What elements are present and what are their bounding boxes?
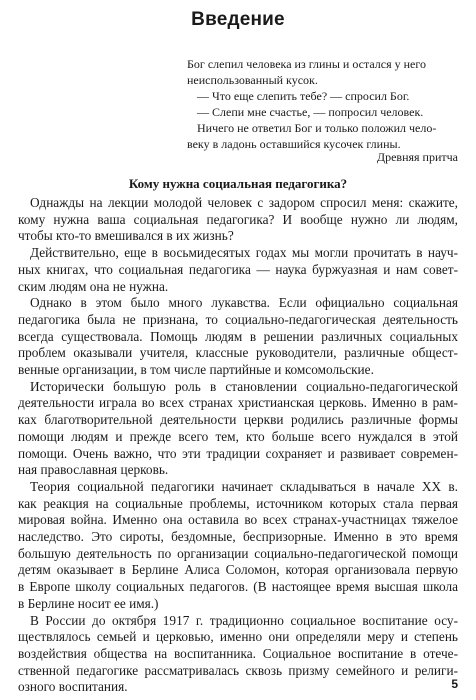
text-line: кому нужна ваша социальная педагогика? И вообще нужно ли людям, [18,211,458,227]
paragraph [18,245,458,295]
text-line: помощи. Очень важно, что эти традиции сохраняет и развивает современ- [18,445,458,461]
text-line: мировая война. Именно она оставила во всех странах-участницах тяжелое [18,512,458,528]
body-text [18,195,458,696]
paragraph [18,379,458,479]
text-line: Исторически большую роль в становлении социально-педагогической [30,378,458,394]
text-line: ная православная церковь. [18,462,169,478]
text-line: большую деятельность по организации социально-педагогической помощи [18,545,458,561]
text-line: наследство. Это сироты, бездомные, беспризорные. Именно в это время [18,529,458,545]
chapter-title: Введение [191,9,285,30]
epigraph-line: веку в ладонь оставшийся кусочек глины. [187,137,401,151]
text-line: В России до октября 1917 г. традиционно социальное воспитание осу- [30,612,458,628]
page-number: 5 [451,677,458,691]
text-line: в Берлине носит ее имя.) [18,595,159,611]
text-line: педагогика была не признана, то социально-педагогическая деятельность [18,311,458,327]
text-line: ках благотворительной деятельности церкви родились различные формы [18,412,458,428]
text-line: Однажды на лекции молодой человек с задором спросил меня: скажите, [30,195,458,210]
text-line: Теория социальной педагогики начинает складываться в начале XX в. [30,478,458,494]
text-line: чтобы кто-то вмешивался в их жизнь? [18,228,234,244]
text-line: озного воспитания. [18,679,128,695]
paragraph [18,195,458,245]
section-heading: Кому нужна социальная педагогика? [128,176,348,191]
text-line: помощи людям и прежде всего тем, кто больше всего нуждался в этой [18,428,458,444]
epigraph-line: неиспользованный кусок. [187,73,318,87]
text-line: ственной педагогике рассматривалась сквозь призму семейного и религи- [18,662,458,678]
epigraph-line: Ничего не ответил Бог и только положил чело- [197,121,437,135]
text-line: воздействия общества на воспитанника. Социальное воспитание в отече- [18,645,458,661]
text-line: венные организации, в том числе партийные и комсомольские. [18,362,374,378]
text-line: Однако в этом было много лукавства. Если официально социальная [30,295,458,311]
paragraph [18,479,458,613]
text-line: деятельности играла во всех странах христианская церковь. Именно в рам- [18,395,458,411]
text-line: Действительно, еще в восьмидесятых годах мы могли прочитать в науч- [30,245,458,261]
text-line: детям оказывает в Берлине Алиса Соломон, которая организовала первую [18,562,458,578]
text-line: всегда существовала. Помощь людям в решении различных социальных [18,328,458,344]
epigraph-line: — Слепи мне счастье, — попросил человек. [197,105,424,119]
text-line: проблем оказывали учителя, классные руководители, различные общест- [18,345,458,361]
epigraph-line: Бог слепил человека из глины и остался у него [187,57,426,71]
text-line: ским людям она не нужна. [18,278,169,294]
text-line: ных книгах, что социальная педагогика — наука буржуазная и нам совет- [18,261,458,277]
text-line: в Европе школу социальных педагогов. (В настоящее время высшая школа [18,579,458,595]
epigraph-attribution: Древняя притча [376,150,458,164]
text-line: как реакция на социальные проблемы, источником которых стала первая [18,495,458,511]
epigraph-line: — Что еще слепить тебе? — спросил Бог. [197,89,410,103]
epigraph [187,56,458,152]
paragraph [18,613,458,697]
paragraph [18,295,458,379]
text-line: ществлялось семьей и церковью, именно они определяли меру и степень [18,629,458,645]
